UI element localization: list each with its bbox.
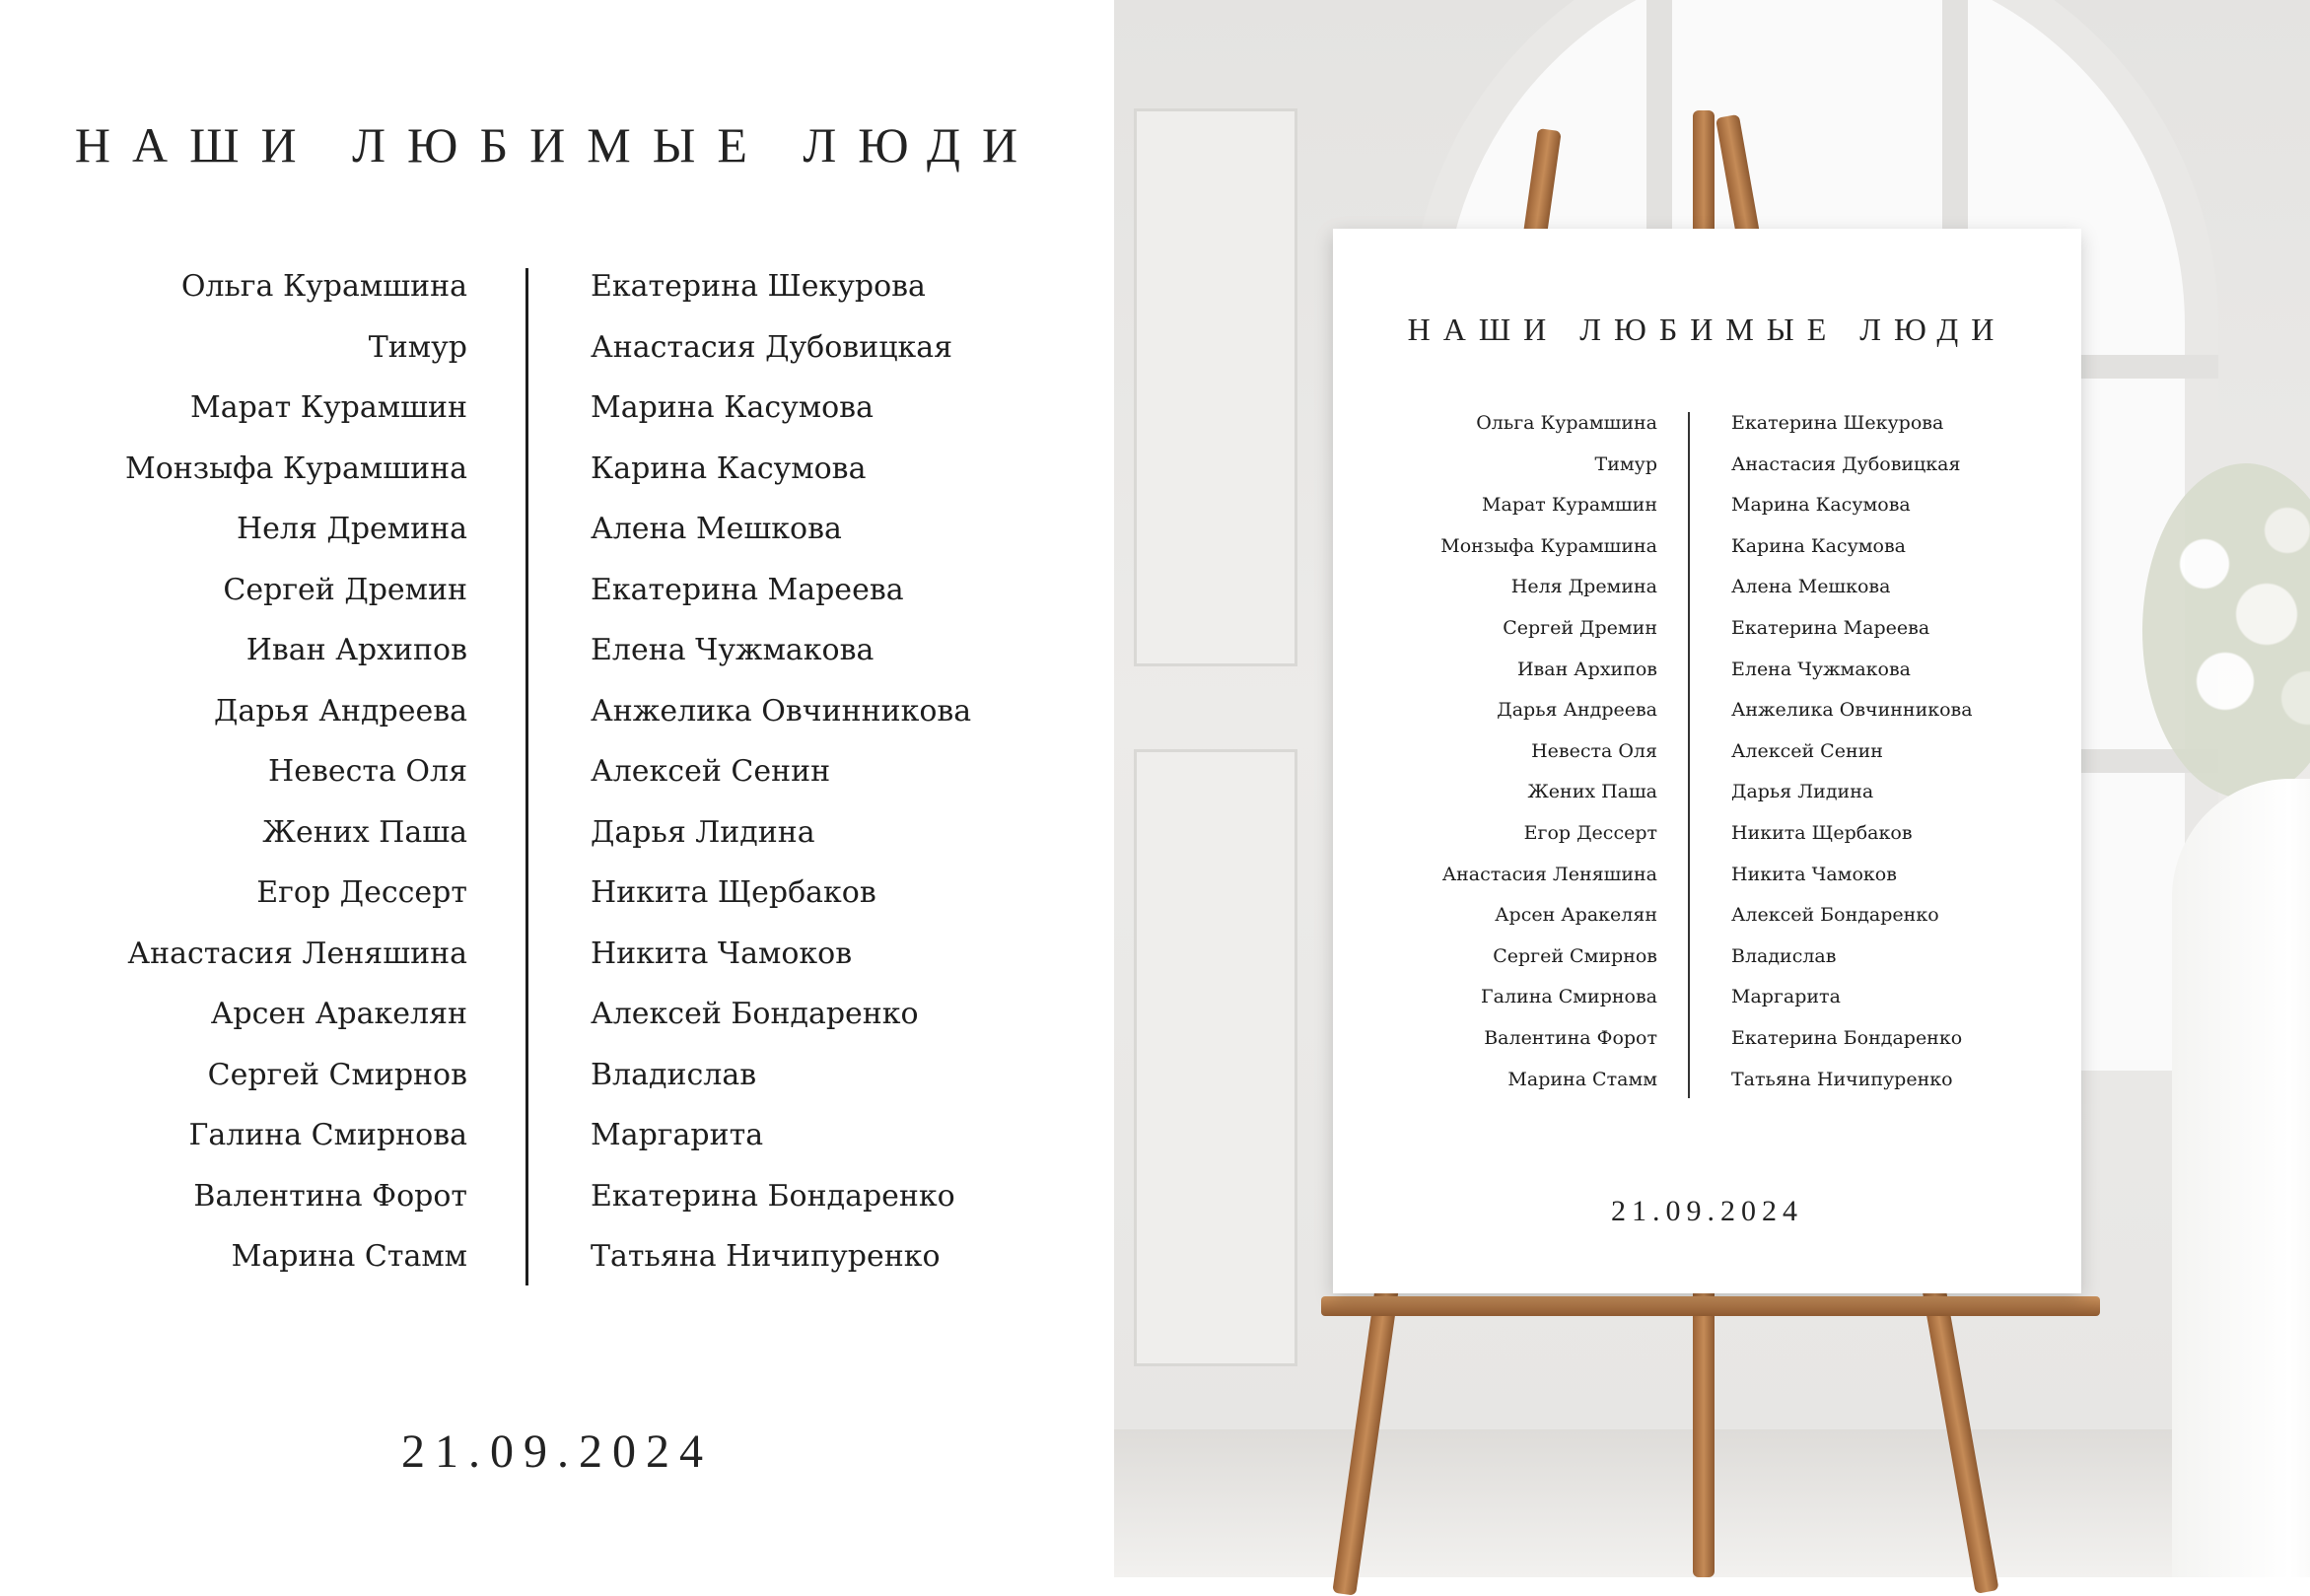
guest-name: Жених Паша xyxy=(262,814,467,850)
guest-name: Галина Смирнова xyxy=(188,1118,467,1152)
guest-name: Валентина Форот xyxy=(193,1178,467,1214)
guest-name: Неля Дремина xyxy=(237,512,467,546)
vase xyxy=(2172,779,2310,1577)
guest-name: Марина Касумова xyxy=(591,390,874,425)
guest-name: Сергей Дремин xyxy=(223,572,467,607)
guest-name: Владислав xyxy=(591,1057,757,1092)
board-guest-name: Иван Архипов xyxy=(1516,658,1657,680)
guest-name: Татьяна Ничипуренко xyxy=(591,1239,941,1274)
guest-name: Екатерина Мареева xyxy=(591,572,904,607)
board-guest-name: Неля Дремина xyxy=(1510,576,1657,598)
board-guest-name: Владислав xyxy=(1731,944,1837,967)
board-guest-name: Елена Чужмакова xyxy=(1731,658,1912,680)
board-guest-name: Сергей Смирнов xyxy=(1493,944,1657,967)
guest-list-right xyxy=(591,261,971,1292)
guest-name: Иван Архипов xyxy=(245,633,467,667)
board-guest-name: Валентина Форот xyxy=(1484,1026,1657,1049)
guest-name: Марат Курамшин xyxy=(189,390,467,425)
guest-name: Екатерина Бондаренко xyxy=(591,1178,955,1214)
board-guest-name: Дарья Андреева xyxy=(1497,699,1657,722)
board-guest-name: Ольга Курамшина xyxy=(1476,412,1657,434)
board-guest-name: Жених Паша xyxy=(1527,781,1657,803)
board-column-divider xyxy=(1688,412,1690,1098)
board-guest-name: Марина Касумова xyxy=(1731,494,1911,517)
board-guest-name: Никита Чамоков xyxy=(1731,863,1897,885)
guest-name: Маргарита xyxy=(591,1118,764,1152)
board-guest-name: Алексей Сенин xyxy=(1731,739,1883,762)
board-title: НАШИ ЛЮБИМЫЕ ЛЮДИ xyxy=(1407,312,2007,347)
board-guest-name: Анастасия Дубовицкая xyxy=(1731,452,1961,475)
board-guest-name: Екатерина Шекурова xyxy=(1731,412,1944,434)
board-guest-name: Марина Стамм xyxy=(1507,1068,1657,1090)
sheet-title: НАШИ ЛЮБИМЫЕ ЛЮДИ xyxy=(74,117,1040,173)
guest-name: Анастасия Леняшина xyxy=(127,936,467,971)
board-guest-name: Невеста Оля xyxy=(1531,739,1657,762)
board-guest-name: Арсен Аракелян xyxy=(1495,904,1657,927)
guest-name: Марина Стамм xyxy=(231,1239,467,1274)
guest-list-left xyxy=(125,261,467,1292)
seating-sheet xyxy=(0,0,1114,1577)
poster-board xyxy=(1333,229,2081,1293)
board-event-date: 21.09.2024 xyxy=(1611,1195,1803,1227)
easel-ledge xyxy=(1321,1296,2100,1316)
board-guest-name: Сергей Дремин xyxy=(1503,616,1657,639)
board-guest-name: Карина Касумова xyxy=(1731,534,1906,557)
guest-name: Алена Мешкова xyxy=(591,512,842,546)
guest-name: Елена Чужмакова xyxy=(591,633,875,667)
board-guest-name: Екатерина Бондаренко xyxy=(1731,1026,1963,1049)
board-guest-list-left xyxy=(1440,406,1657,1103)
board-guest-name: Анастасия Леняшина xyxy=(1441,863,1657,885)
board-guest-name: Маргарита xyxy=(1731,986,1841,1008)
board-guest-name: Егор Дессерт xyxy=(1523,821,1657,844)
guest-name: Дарья Андреева xyxy=(214,693,467,729)
board-guest-name: Тимур xyxy=(1594,452,1657,475)
board-guest-name: Анжелика Овчинникова xyxy=(1731,699,1973,722)
board-guest-list-right xyxy=(1731,406,1973,1103)
guest-name: Анжелика Овчинникова xyxy=(591,693,972,729)
board-guest-name: Никита Щербаков xyxy=(1731,821,1913,844)
event-date: 21.09.2024 xyxy=(401,1425,713,1478)
column-divider xyxy=(525,268,528,1285)
guest-name: Алексей Бондаренко xyxy=(591,997,919,1031)
guest-name: Тимур xyxy=(368,329,467,365)
board-guest-name: Алена Мешкова xyxy=(1731,576,1891,598)
board-guest-name: Дарья Лидина xyxy=(1731,781,1874,803)
guest-name: Дарья Лидина xyxy=(591,814,815,850)
guest-name: Сергей Смирнов xyxy=(207,1057,467,1092)
board-guest-name: Екатерина Мареева xyxy=(1731,616,1930,639)
board-guest-name: Марат Курамшин xyxy=(1482,494,1657,517)
guest-name: Арсен Аракелян xyxy=(210,997,467,1031)
wall-panel xyxy=(1134,749,1297,1366)
guest-name: Монзыфа Курамшина xyxy=(125,451,467,486)
guest-name: Никита Щербаков xyxy=(591,875,876,910)
guest-name: Алексей Сенин xyxy=(591,754,831,789)
guest-name: Анастасия Дубовицкая xyxy=(591,329,953,365)
guest-name: Никита Чамоков xyxy=(591,936,853,971)
guest-name: Егор Дессерт xyxy=(256,875,467,910)
board-guest-name: Алексей Бондаренко xyxy=(1731,904,1939,927)
board-guest-name: Татьяна Ничипуренко xyxy=(1731,1068,1953,1090)
wall-panel xyxy=(1134,108,1297,666)
guest-name: Невеста Оля xyxy=(268,754,467,789)
guest-name: Ольга Курамшина xyxy=(180,269,467,304)
board-guest-name: Галина Смирнова xyxy=(1481,986,1657,1008)
board-guest-name: Монзыфа Курамшина xyxy=(1440,534,1657,557)
guest-name: Карина Касумова xyxy=(591,451,867,486)
guest-name: Екатерина Шекурова xyxy=(591,269,926,304)
